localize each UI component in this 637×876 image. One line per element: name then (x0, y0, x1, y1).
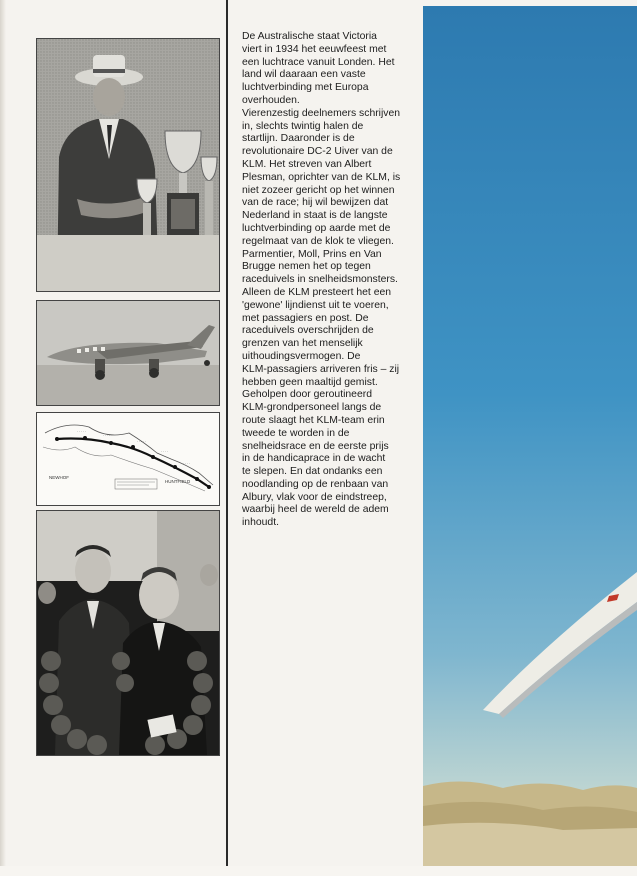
map-label-left: NEWHOF (49, 475, 69, 480)
crew-photo (36, 510, 220, 756)
scan-edge (0, 0, 6, 876)
route-map (36, 412, 220, 506)
article-paragraph: De Australische staat Victoria viert in 1934 het eeuwfeest met een luchtrace vanuit Londen. Het land wil daaraan een vaste luchtverbinding met Europa overhouden. Vierenzestig deelnemers schrijven in, slechts twintig halen de startlijn. Daaronder is de revolutionaire DC-2 Uiver van de KLM. Het streven van Albert Plesman, oprichter van de KLM, is niet zozeer gericht op het winnen van de race; hij wil bewijzen dat Nederland in staat is de langste luchtverbinding op aarde met de regelmaat van de klok te vliegen. Parmentier, Moll, Prins en Van Brugge nemen het op tegen raceduivels in snelheidsmonsters. Alleen de KLM presteert het een 'gewone' lijndienst uit te voeren, met passagiers en post. De raceduivels overschrijden de grenzen van het menselijk uithoudingsvermogen. De KLM-passagiers arriveren fris – zij hebben geen maaltijd gemist. Geholpen door geroutineerd KLM-grondpersoneel langs de route slaagt het KLM-team erin tweede te worden in de snelheidsrace en de eerste prijs in de handicaprace in de wacht te slepen. En dat ondanks een noodlanding op de renbaan van Albury, vlak voor de eindstreep, waarbij heel de wereld de adem inhoudt. (242, 31, 401, 529)
svg-text:· · · · ·: · · · · · (137, 440, 146, 444)
column-rule (226, 0, 228, 876)
airplane-photo (36, 300, 220, 406)
page-bottom-edge (0, 866, 637, 876)
map-label-right: HUNTFIELD (165, 479, 191, 484)
svg-text:· · · ·: · · · · (183, 462, 190, 466)
svg-text:· · · ·: · · · · (161, 450, 168, 454)
svg-text:· · · ·: · · · · (103, 434, 110, 438)
trophy-photo (36, 38, 220, 292)
article-text (242, 31, 428, 530)
cover-artwork (423, 6, 637, 870)
svg-text:· · · · ·: · · · · · (77, 430, 86, 434)
